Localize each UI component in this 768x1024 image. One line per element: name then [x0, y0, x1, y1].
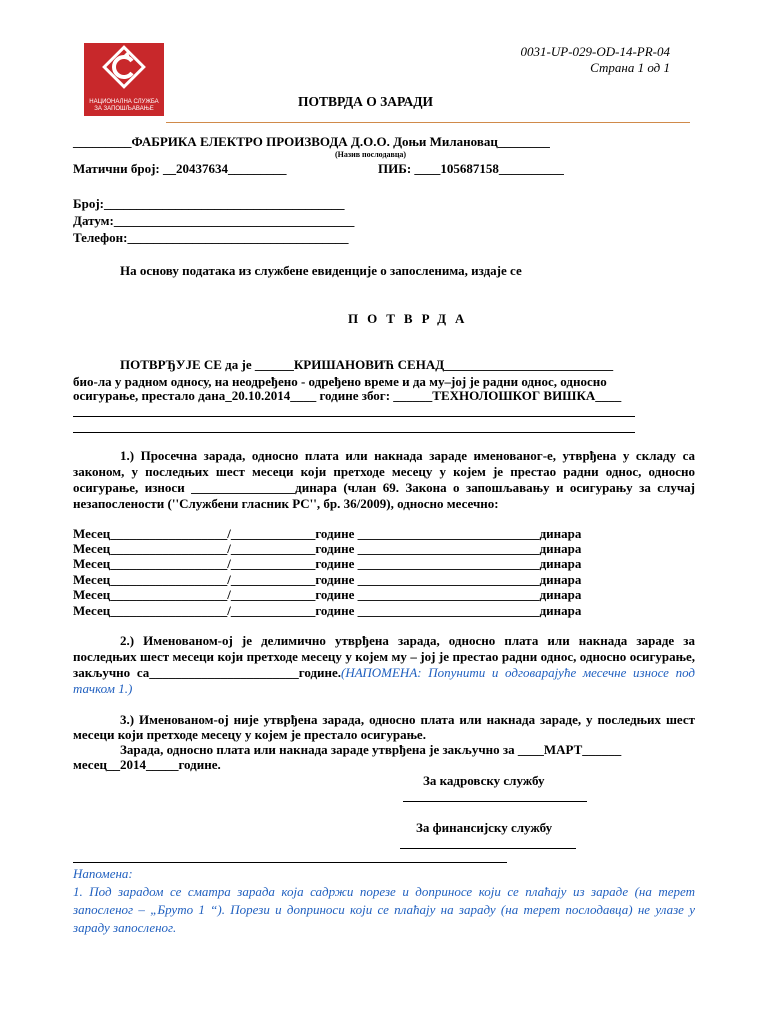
header-divider: [166, 122, 690, 123]
paragraph-2: [73, 633, 695, 697]
confirm-line-1: [120, 357, 613, 373]
field-number: [73, 196, 344, 212]
paragraph-2-text: 2.) Именованом-ој је делимично утврђена зарада, односно плата или накнада зараде за последњих шест месеци који претходе месецу у којем му – јој је престао радни однос, односно осигурање, закључно са_______________________године.: [73, 633, 695, 680]
paragraph-2-note: (НАПОМЕНА: Попунити и одговарајуће месечне износе под тачком 1.): [73, 665, 695, 696]
field-number-line: _____________________________________: [103, 196, 345, 211]
logo-line-1: НАЦИОНАЛНА СЛУЖБА: [89, 99, 159, 105]
logo: [84, 43, 164, 116]
employee-name: КРИШАНОВИЋ СЕНАД: [293, 357, 445, 372]
paragraph-3-closing: Зарада, односно плата или накнада зараде утврђена је закључно за ____МАРТ______: [120, 742, 622, 757]
page-indicator: Страна 1 од 1: [590, 60, 670, 75]
paragraph-3: 3.) Именованом-ој није утврђена зарада, односно плата или накнада зараде, у последњих шест месеци који претходе месецу у којем је престало осигурање.: [73, 712, 695, 742]
hr-signature-line: [403, 801, 587, 802]
blank-line-1: [73, 416, 635, 417]
month-row-3: Месец__________________/_____________године ____________________________динара: [73, 556, 582, 571]
pib-value: ____105687158__________: [414, 161, 564, 176]
pib-label: ПИБ:: [378, 161, 412, 176]
confirm-line-3: осигурање, престало дана_20.10.2014____ године због: ______ТЕХНОЛОШКОГ ВИШКА____: [73, 388, 622, 403]
logo-line-2: ЗА ЗАПОШЉАВАЊЕ: [94, 106, 154, 112]
field-phone-line: __________________________________: [127, 230, 349, 245]
finance-service-label: За финансијску службу: [416, 820, 553, 835]
finance-signature-line: [400, 848, 576, 849]
registration-value: __20437634_________: [163, 161, 287, 176]
note-title: Напомена:: [73, 866, 133, 881]
employer-name: _________ФАБРИКА ЕЛЕКТРО ПРОИЗВОДА Д.О.О. Доњи Милановац________: [73, 134, 550, 149]
paragraph-1: 1.) Просечна зарада, односно плата или накнада зараде именованог-е, утврђена у складу са законом, у последњих шест месеци који претходе месецу у којем је престао радни однос, односно осигурање, износи ________________динара (члан 69. Закона о запошљавању и осигурању за случај незапослености (''Службени гласник РС'', бр. 36/2009), односно месечно:: [73, 448, 695, 511]
blank-line-2: [73, 432, 635, 433]
confirm-prefix: ПОТВРЂУЈЕ СЕ да је ______: [120, 357, 294, 372]
field-phone: [73, 230, 348, 246]
confirm-suffix: __________________________: [444, 357, 614, 372]
month-row-2: Месец__________________/_____________године ____________________________динара: [73, 541, 582, 556]
page-title: ПОТВРДА О ЗАРАДИ: [298, 94, 434, 109]
registration-number: [73, 161, 287, 177]
pib-number: [378, 161, 564, 177]
logo-emblem-icon: [84, 43, 164, 99]
confirm-line-2: био-ла у радном односу, на неодређено - одређено време и да му–јој је радни однос, односно: [73, 374, 607, 389]
field-date: [73, 213, 354, 229]
note-text: 1. Под зарадом се сматра зарада која садржи порезе и доприносе који се плаћају из зараде (на терет запосленог – „Бруто 1 “). Порези и доприноси који се плаћају на зараду (на терет послодавца) не улазе у зараду запосленог.: [73, 884, 695, 935]
month-row-4: Месец__________________/_____________године ____________________________динара: [73, 572, 582, 587]
hr-service-label: За кадровску службу: [423, 773, 545, 788]
registration-label: Матични број:: [73, 161, 160, 176]
doc-code: 0031-UP-029-OD-14-PR-04: [520, 44, 670, 59]
intro-text: На основу података из службене евиденције о запосленима, издаје се: [120, 263, 522, 278]
note-divider: [73, 862, 507, 863]
month-row-6: Месец__________________/_____________године ____________________________динара: [73, 603, 582, 618]
field-number-label: Број:: [73, 196, 104, 211]
month-row-5: Месец__________________/_____________године ____________________________динара: [73, 587, 582, 602]
field-date-label: Датум:: [73, 213, 114, 228]
field-date-line: _____________________________________: [113, 213, 355, 228]
employer-caption: (Назив послодавца): [335, 150, 407, 159]
paragraph-3-month: месец__2014_____године.: [73, 757, 221, 772]
month-row-1: Месец__________________/_____________године ____________________________динара: [73, 526, 582, 541]
field-phone-label: Телефон:: [73, 230, 128, 245]
confirmation-heading: ПОТВРДА: [348, 311, 474, 326]
